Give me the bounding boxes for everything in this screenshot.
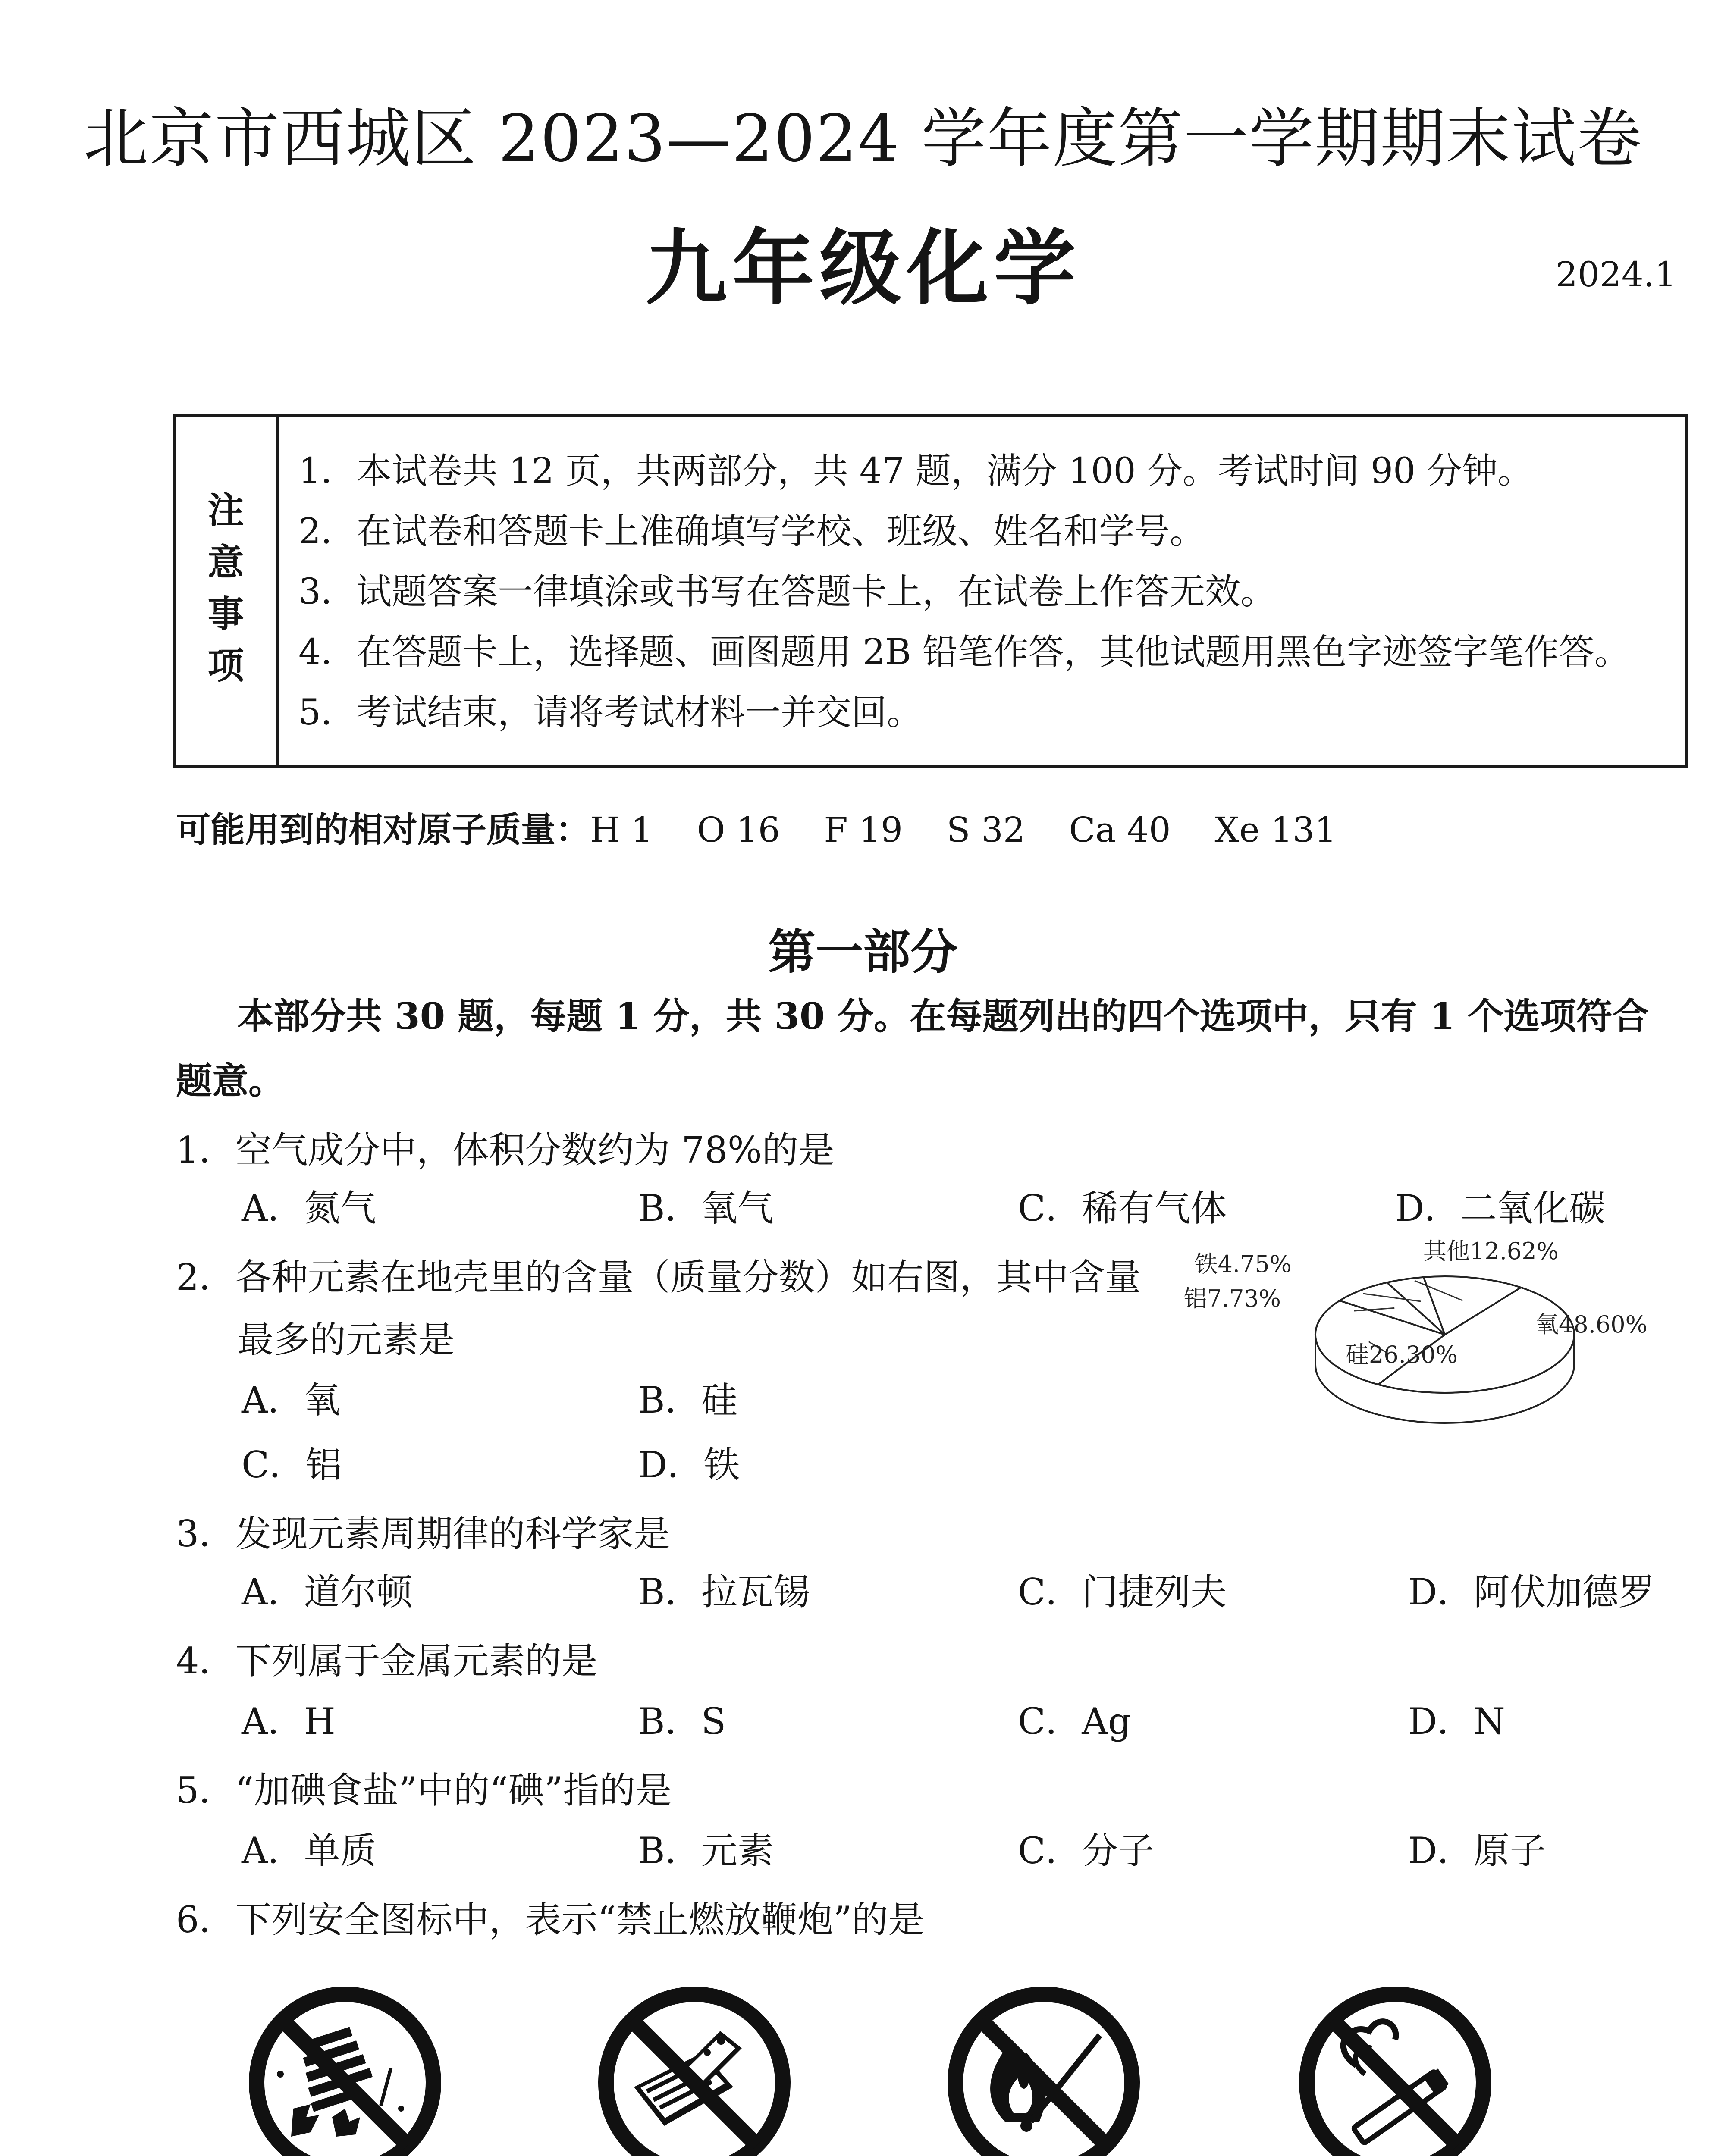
notice-char: 意 [207, 541, 244, 583]
option-a: A．氧 [242, 1379, 340, 1421]
question-stem: 4．下列属于金属元素的是 [176, 1640, 598, 1682]
option-b: B．拉瓦锡 [638, 1571, 810, 1613]
notice-item: 4．在答题卡上，选择题、画图题用 2B 铅笔作答，其他试题用黑色字迹签字笔作答。 [298, 632, 1630, 673]
option-b: B．氧气 [638, 1187, 774, 1229]
notice-item: 1．本试卷共 12 页，共两部分，共 47 题，满分 100 分。考试时间 90 分钟。 [298, 451, 1533, 492]
crust-element-pie-chart [1183, 1238, 1648, 1466]
no-smoking-icon [1292, 1979, 1499, 2156]
atomic-mass-line [176, 802, 1337, 852]
notice-char: 注 [207, 489, 244, 532]
no-firecrackers-icon [242, 1979, 449, 2156]
option-a: A．氮气 [242, 1187, 377, 1229]
option-b: B．硅 [638, 1379, 737, 1421]
atomic-mass-label: 可能用到的相对原子质量： [176, 810, 590, 850]
pie-label: 氧48.60% [1535, 1311, 1648, 1338]
option-a: A．道尔顿 [242, 1571, 413, 1613]
question-stem-cont: 最多的元素是 [237, 1319, 455, 1361]
notice-item: 5．考试结束，请将考试材料一并交回。 [298, 692, 923, 733]
notice-side-label [176, 417, 279, 765]
part-intro-cont: 题意。 [176, 1059, 285, 1102]
question-stem: 1．空气成分中，体积分数约为 78%的是 [176, 1129, 835, 1171]
question-stem: 5．“加碘食盐”中的“碘”指的是 [176, 1769, 672, 1811]
option-d: D．铁 [638, 1444, 740, 1486]
option-b: B．元素 [638, 1830, 774, 1872]
no-open-flame-icon [940, 1979, 1147, 2156]
option-d: D．原子 [1408, 1830, 1546, 1872]
option-c: C．门捷列夫 [1018, 1571, 1227, 1613]
part-title: 第一部分 [768, 924, 958, 980]
option-c: C．铝 [242, 1444, 342, 1486]
question-stem: 6．下列安全图标中，表示“禁止燃放鞭炮”的是 [176, 1899, 925, 1941]
option-d: D．二氧化碳 [1395, 1187, 1606, 1229]
notice-item: 3．试题答案一律填涂或书写在答题卡上，在试卷上作答无效。 [298, 571, 1276, 612]
option-a: A．H [242, 1700, 336, 1742]
no-matches-icon [591, 1979, 798, 2156]
pie-label: 铝7.73% [1183, 1285, 1281, 1312]
exam-date: 2024.1 [1556, 254, 1676, 295]
option-d: D．阿伏加德罗 [1408, 1571, 1655, 1613]
pie-label: 其他12.62% [1423, 1238, 1559, 1265]
pie-label: 硅26.30% [1346, 1341, 1458, 1368]
option-d: D．N [1408, 1700, 1505, 1742]
subject-title: 九年级化学 [645, 220, 1081, 316]
notice-char: 事 [207, 592, 244, 635]
pie-label: 铁4.75% [1194, 1250, 1292, 1278]
question-stem: 3．发现元素周期律的科学家是 [176, 1513, 670, 1555]
option-b: B．S [638, 1700, 726, 1742]
notice-item: 2．在试卷和答题卡上准确填写学校、班级、姓名和学号。 [298, 511, 1205, 552]
notice-box [173, 414, 1688, 768]
question-stem: 2．各种元素在地壳里的含量（质量分数）如右图，其中含量 [176, 1256, 1141, 1298]
option-c: C．分子 [1018, 1830, 1155, 1872]
option-c: C．Ag [1018, 1700, 1131, 1742]
atomic-mass-values: H 1 O 16 F 19 S 32 Ca 40 Xe 131 [590, 810, 1337, 850]
option-c: C．稀有气体 [1018, 1187, 1227, 1229]
notice-char: 项 [207, 644, 244, 687]
exam-title: 北京市西城区 2023—2024 学年度第一学期期末试卷 [83, 101, 1643, 176]
option-a: A．单质 [242, 1830, 377, 1872]
part-intro: 本部分共 30 题，每题 1 分，共 30 分。在每题列出的四个选项中，只有 1 个选项符合 [237, 995, 1649, 1037]
